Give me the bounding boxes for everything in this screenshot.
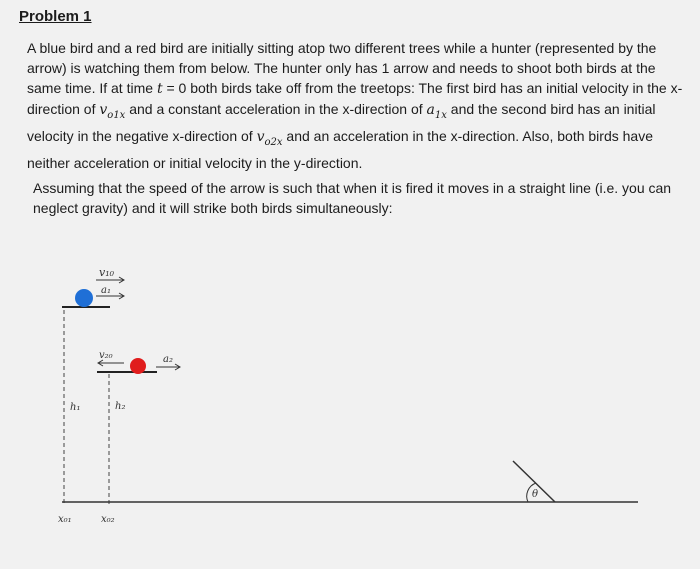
h1-label: h₁ [70,402,81,413]
red-bird [130,358,146,374]
problem-title: Problem 1 [19,8,92,25]
x02-label: x₀₂ [101,514,115,525]
a2-label: a₂ [163,354,173,365]
v20-label: v₂₀ [99,350,113,361]
v02x-symbol: $v_{o2x}$ [256,128,283,148]
problem-assumption: Assuming that the speed of the arrow is such that when it is fired it moves in a straight line (i.e. you can neglect gravity) and it will strike both birds simultaneously: [33,180,672,216]
description-text-2: = 0 both birds take off from the treetops: The first bird has an initial velocity in the x-direction of [27,80,683,117]
h2-label: h₂ [115,401,126,412]
description-text-1: A blue bird and a red bird are initially sitting atop two different trees while a hunter (represented by the arrow) is watching them from below. The hunter only has 1 arrow and needs to shoot both birds at the same time. If at time [27,40,657,96]
blue-bird [75,289,93,307]
time-variable: t [156,81,163,97]
v10-label: v₁₀ [99,266,115,279]
description-text-5: and an acceleration in the x-direction. Also, both birds have neither acceleration or initial velocity in the y-direction. [27,127,653,171]
v01x-symbol: $v_{o1x}$ [99,102,126,121]
description-text-3: and a constant acceleration in the x-direction of [125,101,427,117]
a1x-symbol: $a_{1x}$ [426,102,447,121]
theta-label: θ [532,489,539,500]
description-text-4: and the second bird has an initial velocity in the negative x-direction of [27,101,656,144]
x01-label: x₀₁ [58,514,72,525]
a1-label: a₁ [101,285,111,296]
